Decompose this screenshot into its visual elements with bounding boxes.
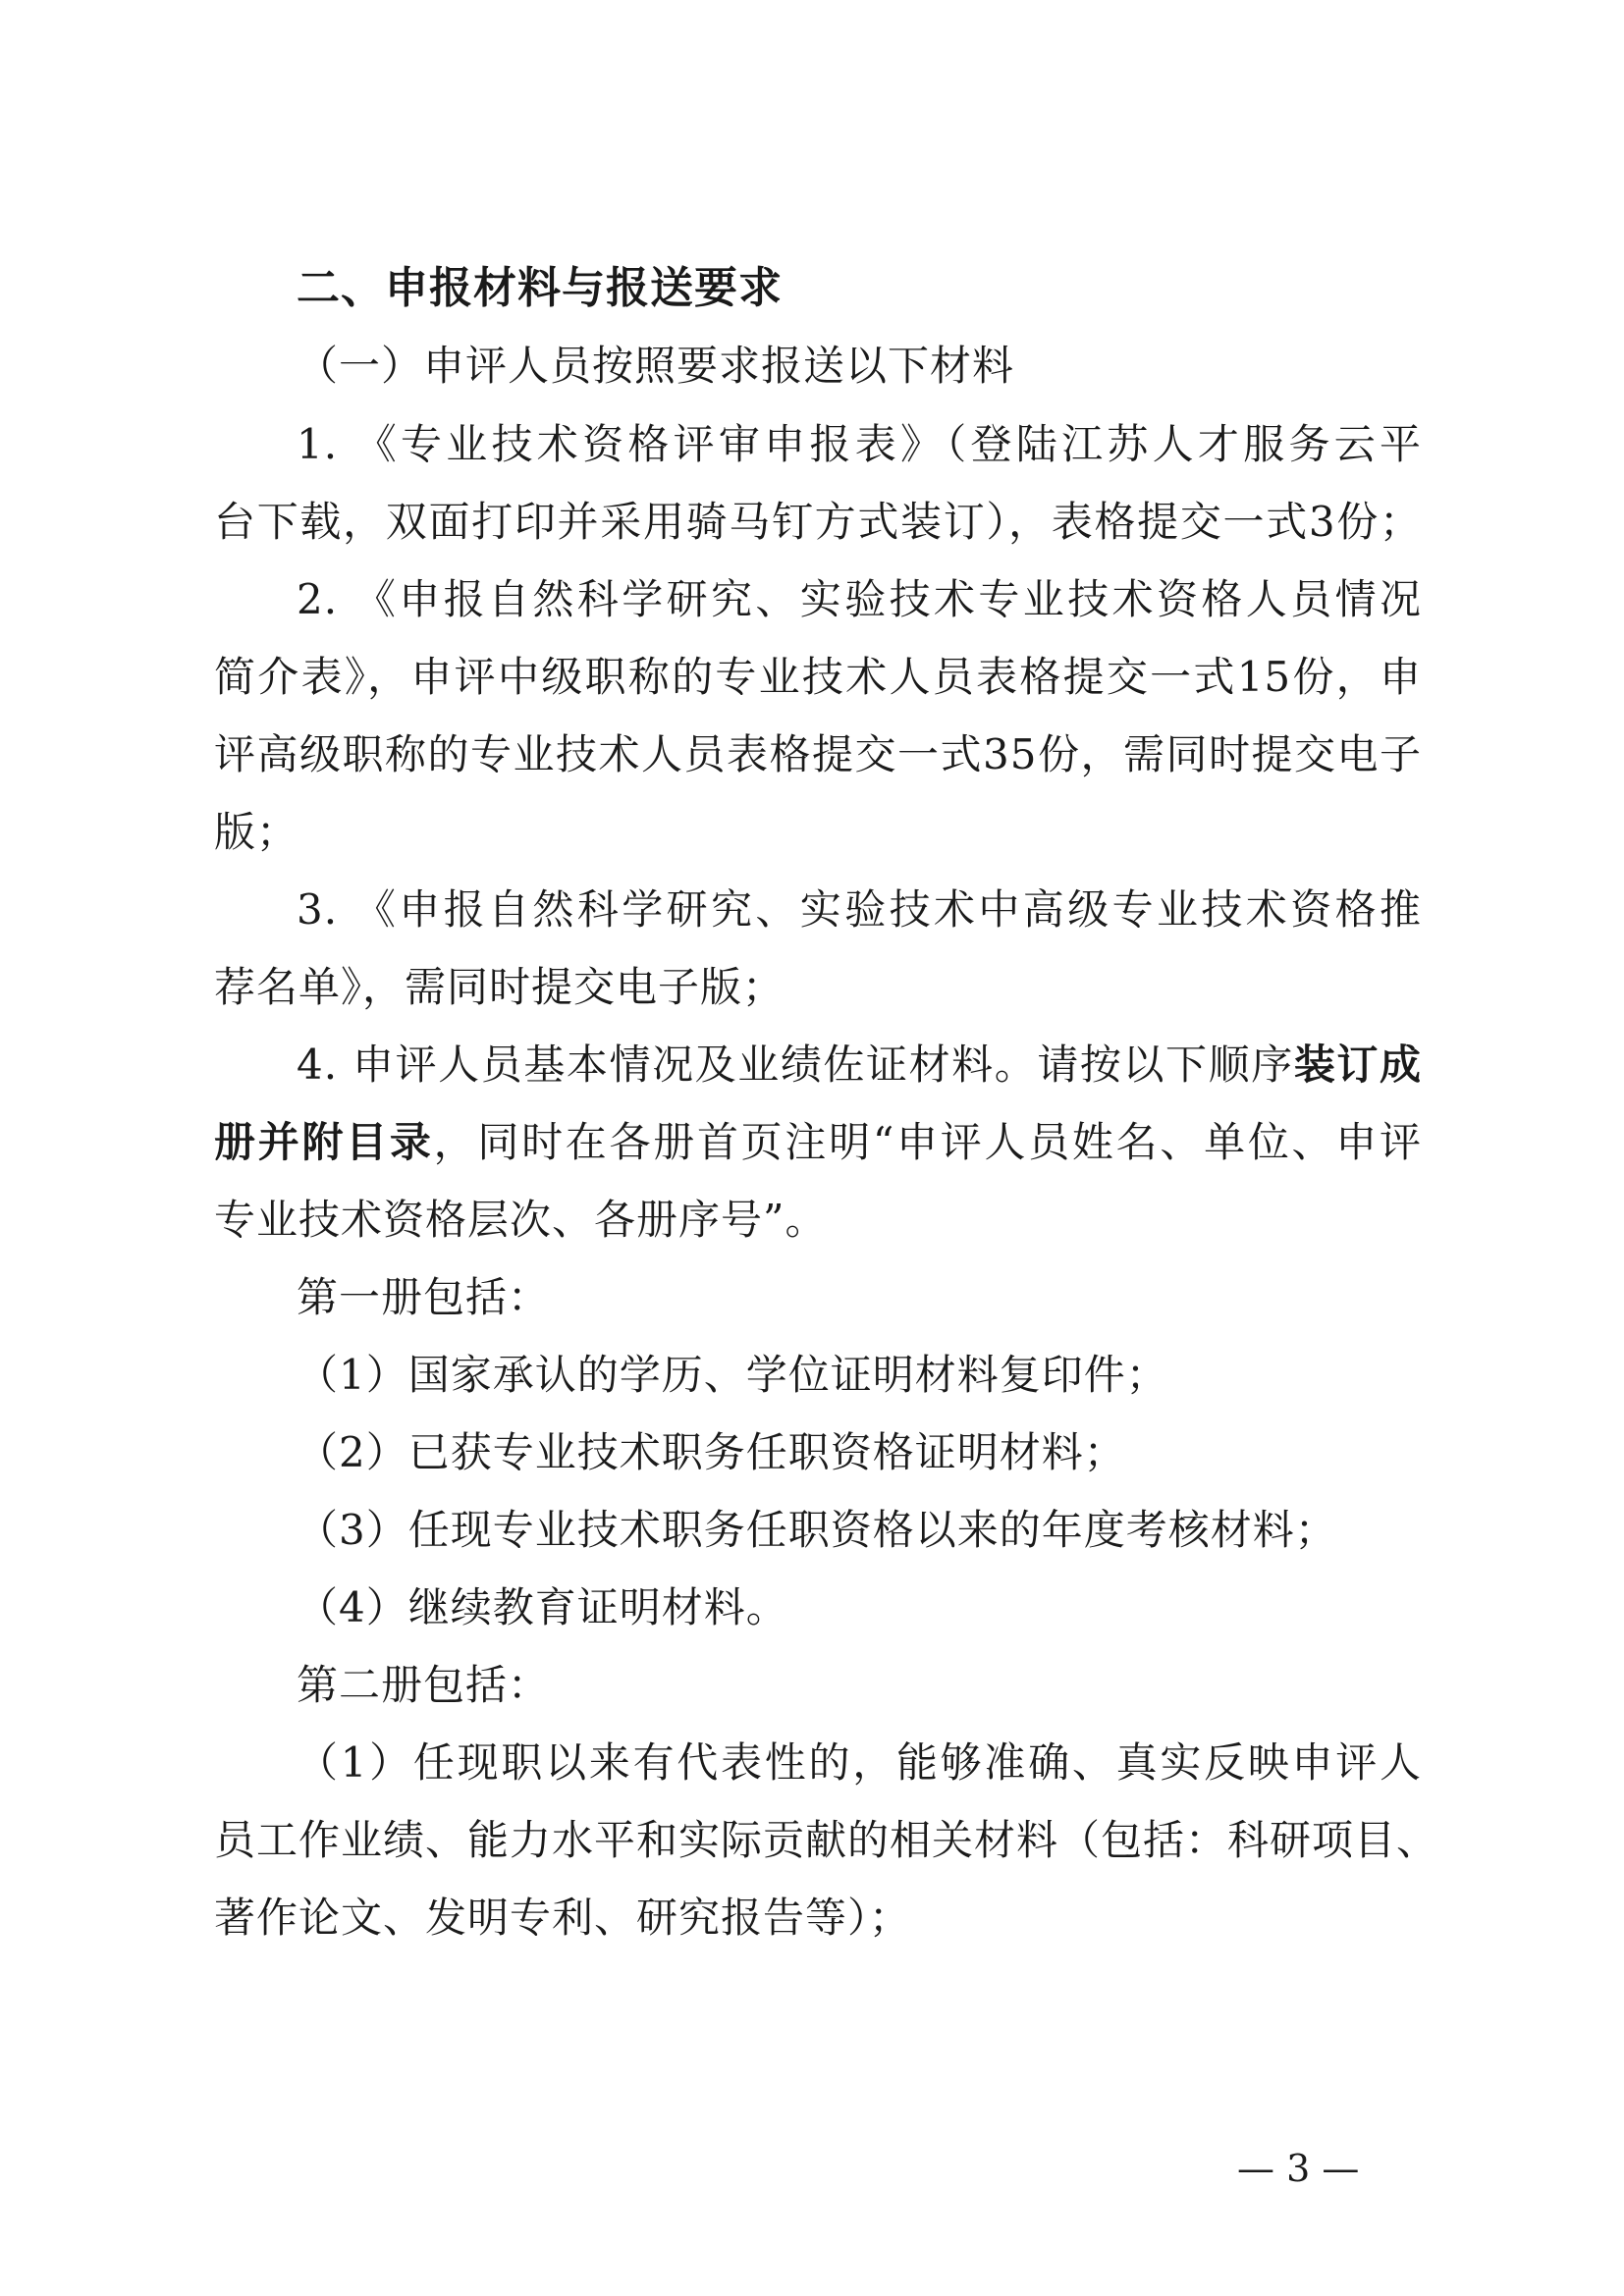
item-3-line-1: 3. 《申报自然科学研究、实验技术中高级专业技术资格推 [297, 885, 1422, 934]
item-4-line-1-text: 4. 申评人员基本情况及业绩佐证材料。请按以下顺序 [297, 1041, 1294, 1089]
item-4-line-1-emphasis: 装订成 [1293, 1041, 1422, 1089]
volume-1-item-2: （2）已获专业技术职务任职资格证明材料； [297, 1428, 1126, 1476]
item-4-line-2-text: ，同时在各册首页注明“申评人员姓名、单位、申评 [433, 1118, 1422, 1166]
item-3-line-2: 荐名单》，需同时提交电子版； [214, 963, 785, 1011]
item-1-line-1: 1. 《专业技术资格评审申报表》（登陆江苏人才服务云平 [297, 420, 1422, 468]
item-4-line-1 [297, 1041, 1422, 1089]
page-number: — 3 — [1237, 2147, 1360, 2190]
item-2-line-3: 评高级职称的专业技术人员表格提交一式35份，需同时提交电子 [214, 730, 1422, 778]
volume-2-item-1-line-1: （1）任现职以来有代表性的，能够准确、真实反映申评人 [297, 1738, 1422, 1787]
volume-1-item-3: （3）任现专业技术职务任职资格以来的年度考核材料； [297, 1506, 1337, 1554]
volume-2-title: 第二册包括： [297, 1661, 551, 1709]
item-4-line-2-emphasis: 册并附目录 [214, 1118, 434, 1166]
item-2-line-4: 版； [214, 808, 299, 856]
volume-1-item-4: （4）继续教育证明材料。 [297, 1583, 788, 1631]
item-2-line-1: 2. 《申报自然科学研究、实验技术专业技术资格人员情况 [297, 575, 1422, 623]
item-2-line-2: 简介表》，申评中级职称的专业技术人员表格提交一式15份，申 [214, 653, 1422, 701]
section-heading: 二、申报材料与报送要求 [297, 263, 783, 313]
volume-2-item-1-line-2: 员工作业绩、能力水平和实际贡献的相关材料（包括：科研项目、 [214, 1816, 1439, 1864]
volume-1-item-1: （1）国家承认的学历、学位证明材料复印件； [297, 1351, 1168, 1399]
item-4-line-2 [214, 1118, 1422, 1166]
section-subheading: （一）申评人员按照要求报送以下材料 [297, 342, 1015, 390]
volume-2-item-1-line-3: 著作论文、发明专利、研究报告等）； [214, 1894, 912, 1942]
item-1-line-2: 台下载，双面打印并采用骑马钉方式装订），表格提交一式3份； [214, 498, 1422, 546]
volume-1-title: 第一册包括： [297, 1273, 551, 1321]
item-4-line-3: 专业技术资格层次、各册序号”。 [214, 1196, 828, 1244]
